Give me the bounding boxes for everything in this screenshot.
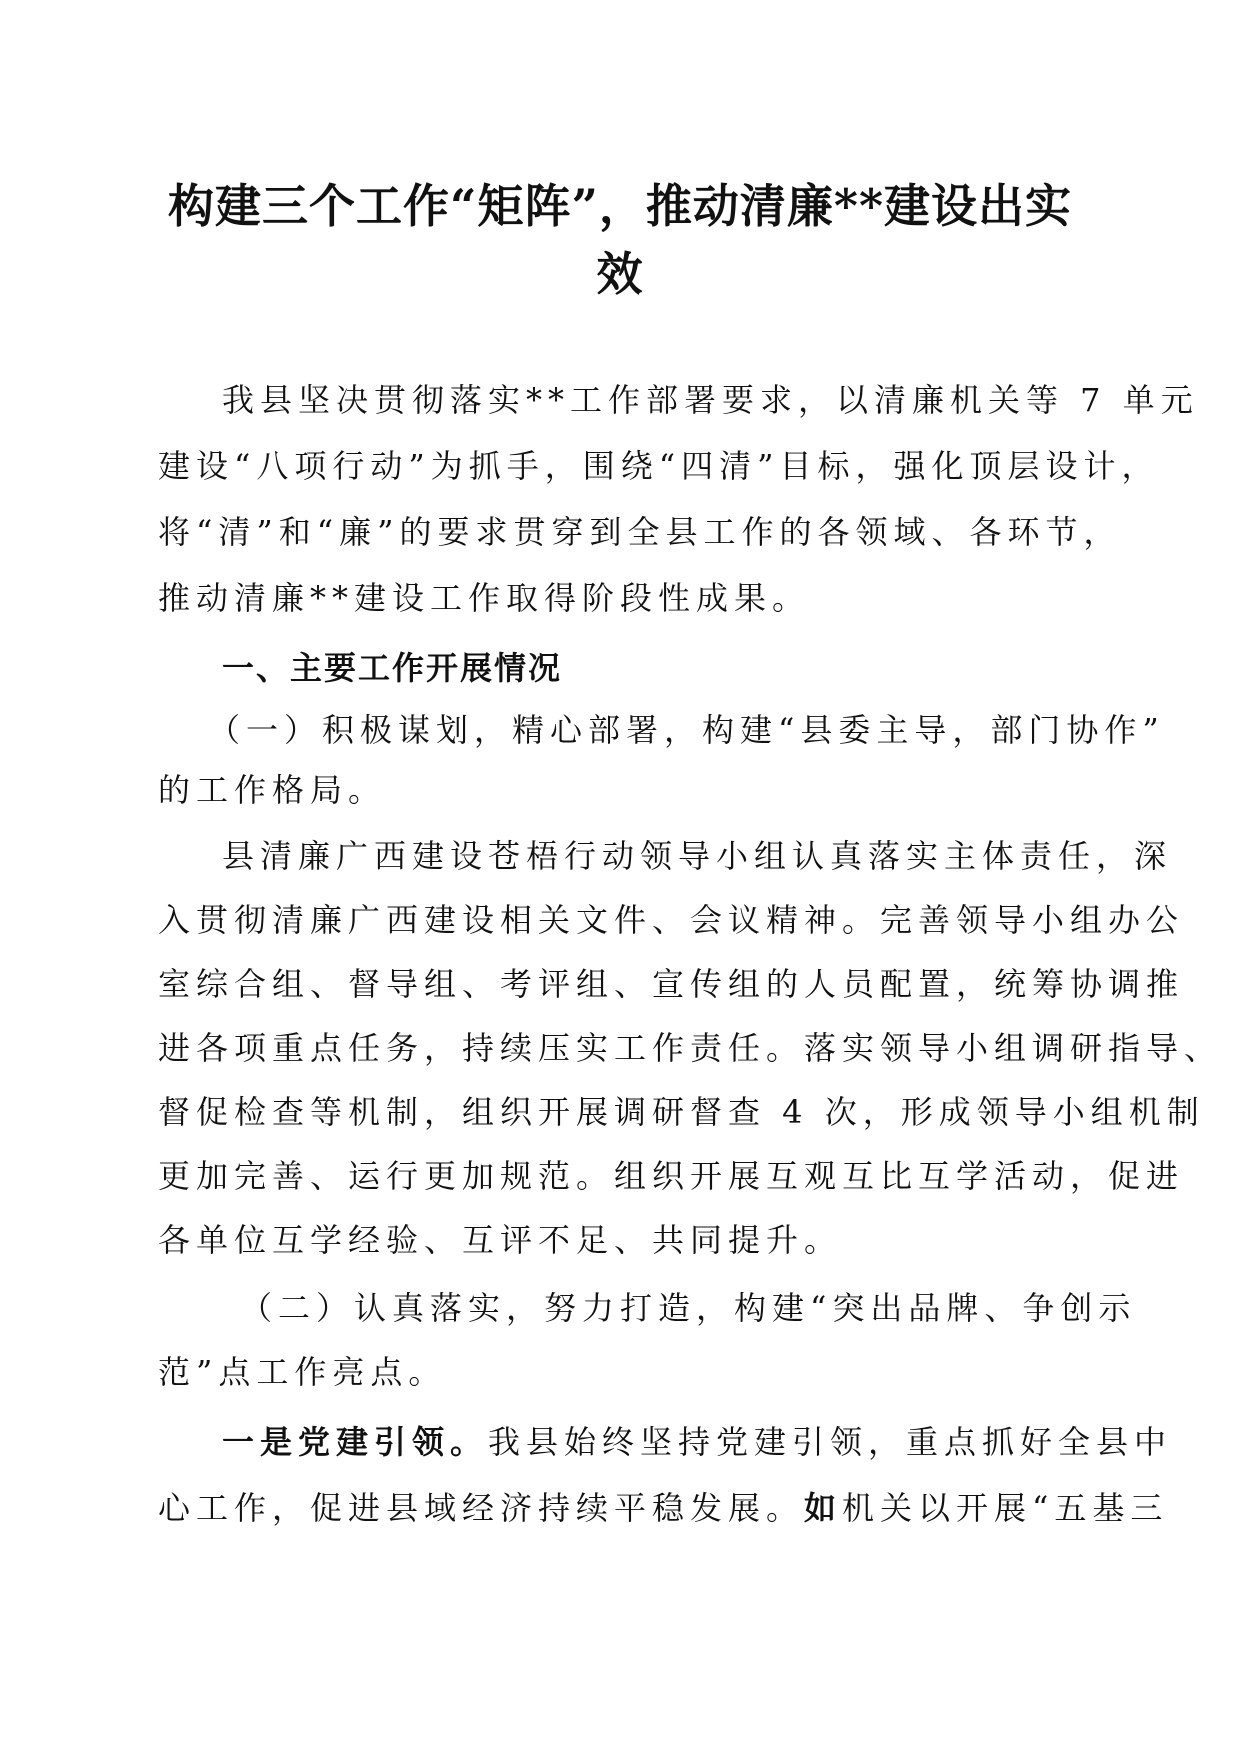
paragraph-2-lead: 一是党建引领。	[222, 1423, 489, 1461]
paragraph-2-line-2-bold: 如	[804, 1489, 843, 1527]
paragraph-2-line-1	[222, 1422, 1172, 1462]
intro-line-3: 将“清”和“廉”的要求贯穿到全县工作的各领域、各环节，	[158, 513, 1122, 551]
paragraph-1-line-3: 室综合组、督导组、考评组、宣传组的人员配置，统筹协调推	[158, 965, 1185, 1003]
paragraph-2-line-1-text: 我县始终坚持党建引领，重点抓好全县中	[488, 1423, 1173, 1461]
subsection-2-line-2: 范”点工作亮点。	[158, 1353, 447, 1391]
paragraph-1-line-1: 县清廉广西建设苍梧行动领导小组认真落实主体责任，深	[222, 837, 1173, 875]
paragraph-2-line-2-text-a: 心工作，促进县域经济持续平稳发展。	[158, 1489, 805, 1527]
paragraph-1-line-7: 各单位互学经验、互评不足、共同提升。	[158, 1221, 843, 1259]
paragraph-1-line-4: 进各项重点任务，持续压实工作责任。落实领导小组调研指导、	[158, 1029, 1223, 1067]
paragraph-1-line-5: 督促检查等机制，组织开展调研督查 4 次，形成领导小组机制	[158, 1093, 1205, 1131]
paragraph-1-line-6: 更加完善、运行更加规范。组织开展互观互比互学活动，促进	[158, 1157, 1185, 1195]
section-heading: 一、主要工作开展情况	[222, 649, 563, 687]
intro-line-2: 建设“八项行动”为抓手，围绕“四清”目标，强化顶层设计，	[158, 447, 1160, 485]
paragraph-2-line-2-text-c: 机关以开展“五基三	[842, 1489, 1169, 1527]
intro-line-1: 我县坚决贯彻落实**工作部署要求，以清廉机关等 7 单元	[222, 381, 1199, 419]
subsection-1-line-2: 的工作格局。	[158, 771, 387, 809]
document-title	[130, 172, 1110, 308]
intro-line-4: 推动清廉**建设工作取得阶段性成果。	[158, 579, 811, 617]
subsection-2-line-1: （二）认真落实，努力打造，构建“突出品牌、争创示	[240, 1289, 1137, 1327]
title-line-1: 构建三个工作“矩阵”，推动清廉**建设出实	[167, 179, 1073, 233]
subsection-1-line-1: （一）积极谋划，精心部署，构建“县委主导，部门协作”	[208, 711, 1165, 749]
paragraph-1-line-2: 入贯彻清廉广西建设相关文件、会议精神。完善领导小组办公	[158, 901, 1185, 939]
title-line-2: 效	[596, 247, 644, 301]
paragraph-2-line-2	[158, 1488, 1168, 1528]
